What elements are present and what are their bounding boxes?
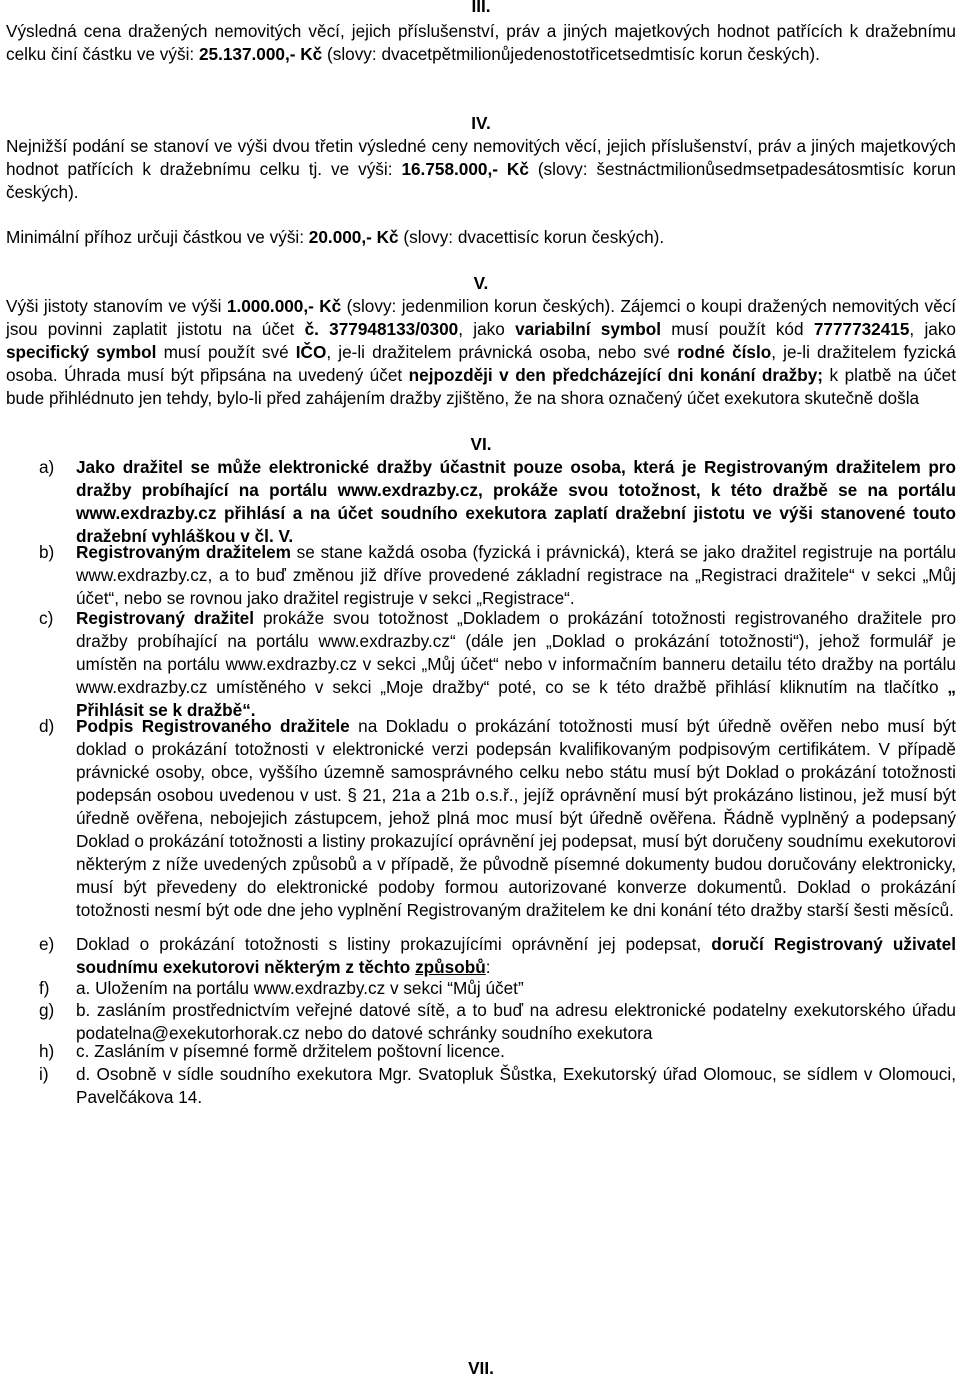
deposit-text-2: (slovy: jedenmilion korun českých). Zájemci o koupi dražených nemovitých věcí jsou povinni zaplatit jistotu na účet [6,296,957,339]
list-label-e: e) [39,934,55,954]
list-text-d: na Dokladu o prokázání totožnosti musí být úředně ověřen nebo musí být doklad o prokázání totožnosti v elektronické verzi podepsán kvalifikovaným podpisovým certifikátem. V případě právnické osoby, obce, vyššího územně samosprávného celku nebo státu musí být Doklad o prokázání totožnosti podepsán osobou uvedenou v ust. § 21, 21a a 21b o.s.ř., jejíž oprávnění musí být prokázáno listinou, jež musí být úředně ověřena, nebojejich zástupcem, jehož plná moc musí být úředně ověřena. Řádně vyplněný a podepsaný Doklad o prokázání totožnosti a listiny prokazující oprávnění jej podepsat, musí být doručeny soudnímu exekutorovi některým z níže uvedených způsobů a v případě, že původně písemné dokumenty budou doručovány elektronicky, musí být převedeny do elektronické podoby formou autorizované konverze dokumentů. Doklad o prokázání totožnosti nesmí být ode dne jeho vyplnění Registrovaným dražitelem ke dni konání této dražby starší šesti měsíců. [76,716,957,920]
deposit-text-5: , jako [909,319,956,339]
list-item-e [6,933,956,979]
bank-account: 377948133/0300 [329,319,459,339]
account-prefix: č. [304,319,330,339]
min-bid-text: Nejnižší podání se stanoví ve výši dvou třetin výsledné ceny nemovitých věcí, jejich příslušenství, práv a jiných majetkových hodnot patřících k dražebnímu celku tj. ve výši: [6,136,956,179]
login-button-name: „ Přihlásit se k dražbě“. [76,677,956,720]
deposit-text-3: , jako [458,319,516,339]
min-increment-words: (slovy: dvacettisíc korun českých). [398,227,665,247]
min-bid-paragraph [6,135,956,204]
list-text-e: Doklad o prokázání totožnosti s listiny prokazujícími oprávnění jej podepsat, [76,934,712,954]
deposit-text-8: , je-li dražitelem fyzická osoba. Úhrada musí být připsána na uvedený účet [6,342,956,385]
min-increment-text: Minimální příhoz určuji částkou ve výši: [6,227,309,247]
min-increment-paragraph [6,226,956,249]
list-item-i [6,1063,956,1109]
deposit-paragraph [6,295,956,410]
ico-label: IČO [295,342,327,362]
list-text-a: Jako dražitel se může elektronické dražby účastnit pouze osoba, která je Registrovaným dražitelem pro dražby probíhající na portálu www.exdrazby.cz, prokáže svou totožnost, k této dražbě se na portálu www.exdrazby.cz přihlásí a na účet soudního exekutora zaplatí dražební jistotu ve výši stanovené touto dražební vyhláškou v čl. V. [76,457,956,546]
list-bold-underline-e: způsobů [415,957,486,977]
final-price-paragraph [6,20,956,66]
deposit-amount: 1.000.000,- Kč [226,296,342,316]
list-text-b: se stane každá osoba (fyzická i právnická), která se jako dražitel registruje na portálu www.exdrazby.cz, a to buď změnou již dříve provedené základní registrace na „Registraci dražitele“ v sekci „Můj účet“, nebo se rovnou jako dražitel registruje v sekci „Registrace“. [76,542,957,608]
final-price-words: (slovy: dvacetpětmilionůjedenostotřicetsedmtisíc korun českých). [322,44,820,64]
list-bold-b: Registrovaným dražitelem [76,542,291,562]
deposit-text-7: , je-li dražitelem právnická osoba, nebo své [326,342,678,362]
list-item-f [6,977,956,1000]
deposit-text-6: musí použít své [156,342,296,362]
list-item-b [6,541,956,610]
list-text-c: prokáže svou totožnost „Dokladem o prokázání totožnosti registrovaného dražitele pro dražby probíhající na portálu www.exdrazby.cz“ (dále jen „Doklad o prokázání totožnosti“), jehož formulář je umístěn na portálu www.exdrazby.cz v sekci „Můj účet“ nebo v informačním banneru detailu této dražby na portálu www.exdrazby.cz umístěného v sekci „Moje dražby“ poté, co se k této dražbě přihlásí kliknutím na tlačítko [76,608,957,697]
section-heading-iii: III. [471,0,491,16]
list-label-b: b) [39,542,55,562]
list-tail-e: : [485,957,491,977]
list-bold-e: doručí Registrovaný uživatel soudnímu exekutorovi některým z těchto [76,934,956,977]
specific-symbol-label: specifický symbol [6,342,157,362]
list-item-g [6,999,956,1045]
deposit-text-9: k platbě na účet bude přihlédnuto jen tehdy, bylo-li před zahájením dražby zjištěno, že na shora označený účet exekutora skutečně došla [6,365,957,408]
payment-deadline: nejpozději v den předcházející dni konání dražby; [408,365,823,385]
final-price-amount: 25.137.000,- Kč [198,44,323,64]
list-label-g: g) [39,1000,55,1020]
list-label-c: c) [39,608,54,628]
list-label-h: h) [39,1041,55,1061]
list-text-i: d. Osobně v sídle soudního exekutora Mgr. Svatopluk Šůstka, Exekutorský úřad Olomouc, se sídlem v Olomouci, Pavelčákova 14. [76,1064,956,1107]
variable-symbol-label: variabilní symbol [515,319,661,339]
final-price-text: Výsledná cena dražených nemovitých věcí, jejich příslušenství, práv a jiných majetkových hodnot patřících k dražebnímu celku činí částku ve výši: [6,21,956,64]
list-text-h: c. Zasláním v písemné formě držitelem poštovní licence. [76,1041,505,1061]
deposit-text: Výši jistoty stanovím ve výši [6,296,227,316]
section-heading-iv: IV. [471,113,491,133]
list-item-a [6,456,956,548]
list-text-g: b. zasláním prostřednictvím veřejné datové sítě, a to buď na adresu elektronické podatelny exekutorského úřadu podatelna@exekutorhorak.cz nebo do datové schránky soudního exekutora [76,1000,956,1043]
birth-number-label: rodné číslo [677,342,772,362]
section-heading-v: V. [473,273,489,293]
min-bid-words: (slovy: šestnáctmilionůsedmsetpadesátosmtisíc korun českých). [6,159,956,202]
list-item-h [6,1040,956,1063]
section-heading-vi: VI. [470,434,492,454]
list-bold-d: Podpis Registrovaného dražitele [76,716,350,736]
list-label-d: d) [39,716,55,736]
list-label-f: f) [39,978,50,998]
min-increment-amount: 20.000,- Kč [308,227,399,247]
list-label-i: i) [39,1064,49,1084]
list-bold-c: Registrovaný dražitel [76,608,255,628]
section-heading-vii: VII. [468,1358,494,1378]
list-label-a: a) [39,457,55,477]
variable-symbol-code: 7777732415 [813,319,910,339]
list-text-f: a. Uložením na portálu www.exdrazby.cz v sekci “Můj účet” [76,978,524,998]
list-item-d [6,715,956,922]
deposit-text-4: musí použít kód [660,319,814,339]
min-bid-amount: 16.758.000,- Kč [401,159,529,179]
list-item-c [6,607,956,722]
